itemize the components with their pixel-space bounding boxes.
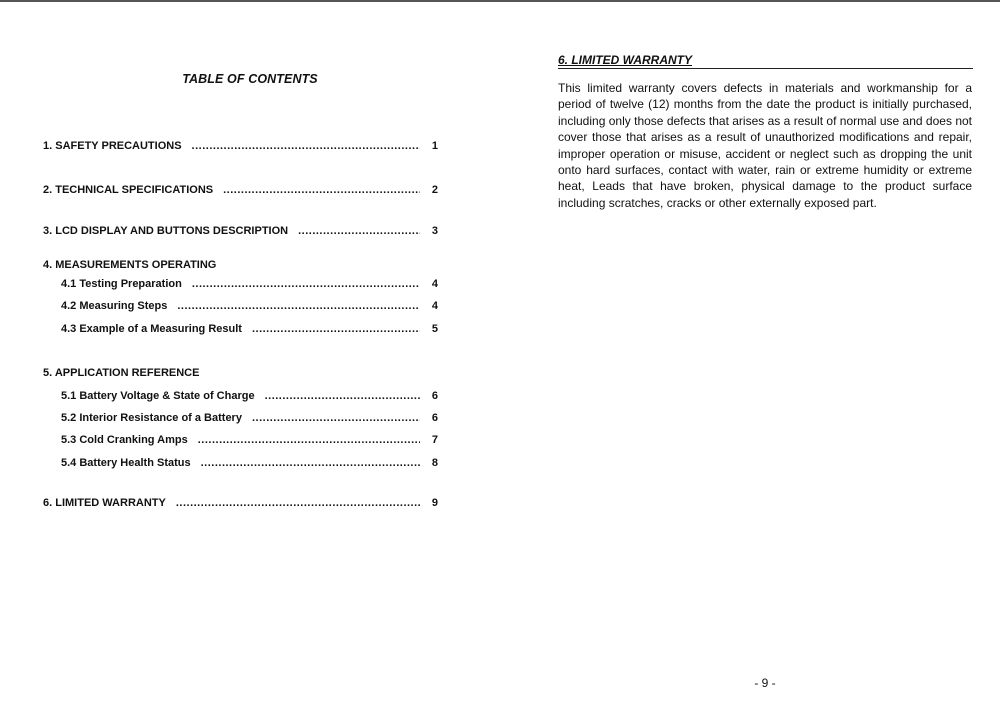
toc-heading-measurements: 4. MEASUREMENTS OPERATING: [43, 259, 217, 271]
toc-entry-page: 5: [431, 323, 438, 335]
toc-entry-measuring-result: [61, 323, 438, 335]
toc-leader-dots: [252, 412, 420, 424]
toc-entry-interior-resistance: [61, 412, 438, 424]
toc-entry-measuring-steps: [61, 300, 438, 312]
toc-leader-dots: [198, 434, 420, 446]
toc-entry-cold-cranking: [61, 434, 438, 446]
toc-entry-label: 4.2 Measuring Steps: [61, 300, 168, 312]
toc-entry-label: 5.1 Battery Voltage & State of Charge: [61, 390, 255, 402]
warranty-paragraph: This limited warranty covers defects in materials and workmanship for a period of twelve (12) months from the date the product is initially purchased, including only those defects that arises as a result of normal use and does not cover those that arises as a result of unauthorized modifications and repair, improper operation or misuse, accident or neglect such as dropping the unit onto hard surfaces, contact with water, rain or extreme humidity or extreme heat, Leads that have broken, physical damage to the product surface including scratches, cracks or other externally exposed part.: [558, 81, 972, 210]
toc-entry-label: 4.3 Example of a Measuring Result: [61, 323, 242, 335]
toc-entry-testing-preparation: [61, 278, 438, 290]
toc-entry-label: 5.4 Battery Health Status: [61, 457, 191, 469]
toc-entry-label: 1. SAFETY PRECAUTIONS: [43, 140, 182, 152]
toc-entry-page: 6: [431, 412, 438, 424]
toc-entry-label: 5.2 Interior Resistance of a Battery: [61, 412, 242, 424]
toc-leader-dots: [201, 457, 420, 469]
toc-title: TABLE OF CONTENTS: [182, 72, 318, 86]
toc-leader-dots: [223, 184, 420, 196]
toc-leader-dots: [192, 140, 420, 152]
toc-entry-page: 6: [431, 390, 438, 402]
toc-entry-battery-health: [61, 457, 438, 469]
toc-entry-limited-warranty: [43, 497, 438, 509]
toc-entry-page: 9: [431, 497, 438, 509]
toc-entry-page: 2: [431, 184, 438, 196]
toc-entry-page: 4: [431, 278, 438, 290]
toc-entry-label: 5.3 Cold Cranking Amps: [61, 434, 188, 446]
top-border: [0, 0, 1000, 2]
toc-entry-page: 7: [431, 434, 438, 446]
toc-entry-label: 4.1 Testing Preparation: [61, 278, 182, 290]
toc-leader-dots: [176, 497, 420, 509]
toc-entry-page: 4: [431, 300, 438, 312]
toc-entry-label: 6. LIMITED WARRANTY: [43, 497, 166, 509]
toc-heading-application: 5. APPLICATION REFERENCE: [43, 367, 200, 379]
toc-entry-page: 3: [431, 225, 438, 237]
page-number: - 9 -: [754, 676, 776, 690]
toc-entry-lcd-display: [43, 225, 438, 237]
toc-entry-battery-voltage: [61, 390, 438, 402]
toc-leader-dots: [298, 225, 420, 237]
warranty-heading: 6. LIMITED WARRANTY: [558, 53, 973, 69]
toc-entry-page: 8: [431, 457, 438, 469]
toc-entry-label: 3. LCD DISPLAY AND BUTTONS DESCRIPTION: [43, 225, 289, 237]
toc-leader-dots: [192, 278, 420, 290]
toc-leader-dots: [265, 390, 420, 402]
toc-entry-safety: [43, 140, 438, 152]
toc-leader-dots: [252, 323, 420, 335]
toc-entry-tech-specs: [43, 184, 438, 196]
toc-entry-page: 1: [431, 140, 438, 152]
toc-leader-dots: [177, 300, 420, 312]
toc-entry-label: 2. TECHNICAL SPECIFICATIONS: [43, 184, 214, 196]
